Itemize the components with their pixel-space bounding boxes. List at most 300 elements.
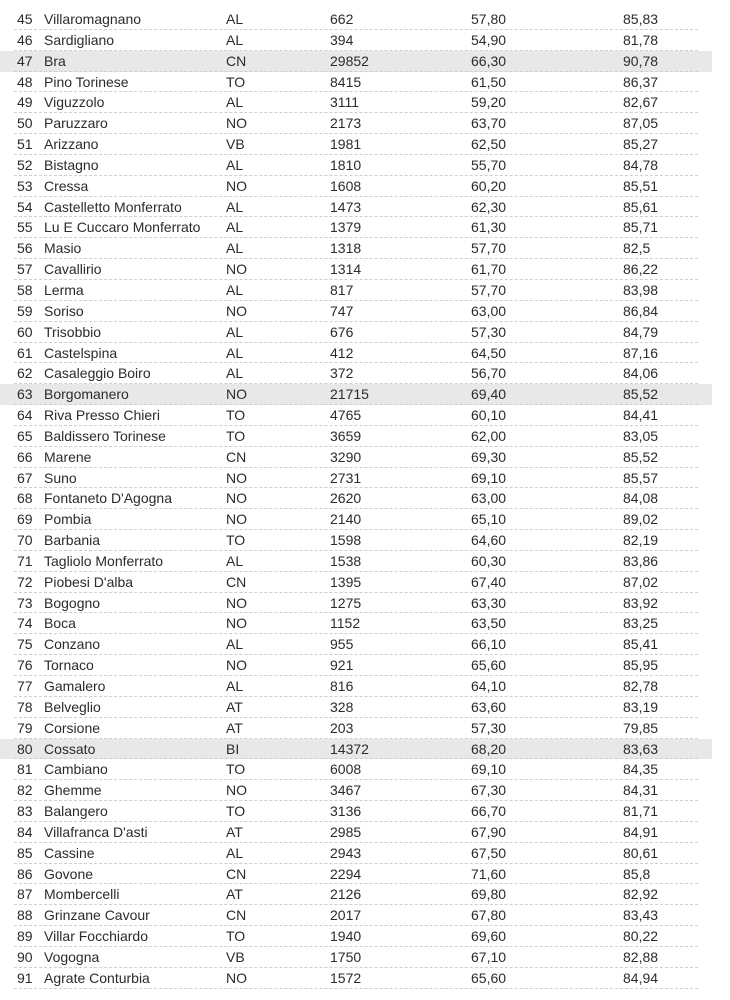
rank-cell: 49	[17, 94, 33, 111]
rank-cell: 68	[17, 490, 33, 507]
municipality-name-cell: Piobesi D'alba	[44, 573, 134, 590]
value-1-cell: 63,30	[471, 594, 507, 611]
population-cell: 2126	[330, 886, 362, 903]
population-cell: 203	[330, 719, 354, 736]
municipality-name-cell: Pombia	[44, 511, 92, 528]
rank-cell: 50	[17, 115, 33, 132]
province-cell: TO	[226, 407, 246, 424]
value-2-cell: 85,52	[623, 448, 659, 465]
province-cell: AL	[226, 156, 244, 173]
value-2-cell: 85,83	[623, 11, 659, 27]
rank-cell: 87	[17, 886, 33, 903]
province-cell: AL	[226, 344, 244, 361]
value-1-cell: 62,30	[471, 198, 507, 215]
table-row	[0, 905, 712, 926]
rank-cell: 55	[17, 219, 33, 236]
rank-cell: 63	[17, 386, 33, 403]
province-cell: CN	[226, 448, 247, 465]
municipality-name-cell: Bra	[44, 52, 66, 69]
table-row	[0, 488, 712, 509]
rank-cell: 64	[17, 407, 33, 424]
table-row	[0, 655, 712, 676]
value-2-cell: 82,88	[623, 948, 659, 965]
value-1-cell: 69,30	[471, 448, 507, 465]
province-cell: NO	[226, 615, 247, 632]
population-cell: 747	[330, 302, 354, 319]
table-row	[0, 405, 712, 426]
value-2-cell: 83,86	[623, 552, 659, 569]
table-row	[0, 238, 712, 259]
value-1-cell: 55,70	[471, 156, 507, 173]
value-2-cell: 84,91	[623, 823, 659, 840]
table-row	[0, 363, 712, 384]
rank-cell: 57	[17, 261, 33, 278]
table-row	[0, 509, 712, 530]
province-cell: CN	[226, 52, 247, 69]
province-cell: AL	[226, 844, 244, 861]
value-2-cell: 83,98	[623, 281, 659, 298]
province-cell: AL	[226, 323, 244, 340]
value-2-cell: 84,94	[623, 969, 659, 986]
municipality-name-cell: Suno	[44, 469, 77, 486]
municipality-name-cell: Marene	[44, 448, 92, 465]
table-row	[0, 280, 712, 301]
rank-cell: 69	[17, 511, 33, 528]
value-1-cell: 64,10	[471, 678, 507, 694]
value-1-cell: 69,40	[471, 386, 507, 403]
population-cell: 921	[330, 657, 354, 674]
table-row	[0, 947, 712, 968]
value-2-cell: 83,43	[623, 907, 659, 924]
province-cell: TO	[226, 928, 246, 945]
population-cell: 1750	[330, 948, 362, 965]
population-cell: 1538	[330, 552, 362, 569]
table-row	[0, 634, 712, 655]
municipality-name-cell: Barbania	[44, 532, 101, 549]
value-2-cell: 80,22	[623, 928, 659, 945]
population-cell: 816	[330, 678, 354, 694]
population-cell: 2140	[330, 511, 362, 528]
population-cell: 394	[330, 31, 354, 48]
value-1-cell: 57,30	[471, 719, 507, 736]
value-2-cell: 80,61	[623, 844, 659, 861]
rank-cell: 59	[17, 302, 33, 319]
rank-cell: 71	[17, 552, 33, 569]
value-2-cell: 84,78	[623, 156, 659, 173]
province-cell: AT	[226, 886, 243, 903]
province-cell: TO	[226, 761, 246, 778]
value-1-cell: 67,10	[471, 948, 507, 965]
population-cell: 1940	[330, 928, 362, 945]
value-1-cell: 62,50	[471, 136, 507, 153]
rank-cell: 45	[17, 11, 33, 27]
table-row	[0, 697, 712, 718]
value-2-cell: 90,78	[623, 52, 659, 69]
value-1-cell: 64,50	[471, 344, 507, 361]
rank-cell: 88	[17, 907, 33, 924]
population-cell: 6008	[330, 761, 362, 778]
value-2-cell: 86,37	[623, 73, 659, 90]
municipality-name-cell: Paruzzaro	[44, 115, 108, 132]
value-2-cell: 85,57	[623, 469, 659, 486]
municipality-name-cell: Villaromagnano	[44, 11, 142, 27]
province-cell: AL	[226, 365, 244, 382]
value-2-cell: 85,51	[623, 177, 659, 194]
province-cell: NO	[226, 115, 247, 132]
population-cell: 1318	[330, 240, 362, 257]
population-cell: 1598	[330, 532, 362, 549]
table-row	[0, 447, 712, 468]
value-1-cell: 69,10	[471, 761, 507, 778]
rank-cell: 85	[17, 844, 33, 861]
rank-cell: 72	[17, 573, 33, 590]
rank-cell: 62	[17, 365, 33, 382]
table-row	[0, 884, 712, 905]
municipality-name-cell: Pino Torinese	[44, 73, 129, 90]
table-row	[0, 155, 712, 176]
table-row	[0, 134, 712, 155]
value-1-cell: 66,70	[471, 803, 507, 820]
municipality-name-cell: Lu E Cuccaro Monferrato	[44, 219, 201, 236]
value-1-cell: 69,10	[471, 469, 507, 486]
population-cell: 412	[330, 344, 354, 361]
value-2-cell: 84,41	[623, 407, 659, 424]
population-cell: 4765	[330, 407, 362, 424]
value-1-cell: 64,60	[471, 532, 507, 549]
municipality-name-cell: Vogogna	[44, 948, 100, 965]
rank-cell: 53	[17, 177, 33, 194]
province-cell: AT	[226, 719, 243, 736]
value-2-cell: 89,02	[623, 511, 659, 528]
population-cell: 372	[330, 365, 354, 382]
value-1-cell: 67,30	[471, 782, 507, 799]
municipality-name-cell: Tagliolo Monferrato	[44, 552, 164, 569]
rank-cell: 61	[17, 344, 33, 361]
value-2-cell: 81,71	[623, 803, 659, 820]
value-2-cell: 87,02	[623, 573, 659, 590]
rank-cell: 74	[17, 615, 33, 632]
value-1-cell: 60,30	[471, 552, 507, 569]
rank-cell: 81	[17, 761, 33, 778]
population-cell: 2943	[330, 844, 362, 861]
province-cell: NO	[226, 657, 247, 674]
province-cell: NO	[226, 386, 247, 403]
province-cell: NO	[226, 969, 247, 986]
value-2-cell: 82,92	[623, 886, 659, 903]
rank-cell: 80	[17, 740, 33, 757]
value-1-cell: 60,20	[471, 177, 507, 194]
province-cell: VB	[226, 948, 245, 965]
province-cell: NO	[226, 511, 247, 528]
population-cell: 2731	[330, 469, 362, 486]
municipality-name-cell: Ghemme	[44, 782, 102, 799]
rank-cell: 75	[17, 636, 33, 653]
province-cell: AL	[226, 198, 244, 215]
value-1-cell: 63,70	[471, 115, 507, 132]
value-1-cell: 54,90	[471, 31, 507, 48]
value-1-cell: 63,00	[471, 302, 507, 319]
value-1-cell: 62,00	[471, 427, 507, 444]
table-row	[0, 739, 712, 760]
value-1-cell: 67,40	[471, 573, 507, 590]
table-row	[0, 822, 712, 843]
table-row	[0, 217, 712, 238]
value-2-cell: 82,78	[623, 678, 659, 694]
table-row	[0, 780, 712, 801]
population-cell: 955	[330, 636, 354, 653]
value-1-cell: 61,70	[471, 261, 507, 278]
value-2-cell: 87,16	[623, 344, 659, 361]
population-cell: 817	[330, 281, 354, 298]
province-cell: CN	[226, 865, 247, 882]
value-1-cell: 57,70	[471, 240, 507, 257]
table-row	[0, 676, 712, 697]
value-2-cell: 83,63	[623, 740, 659, 757]
population-cell: 1152	[330, 615, 361, 632]
municipality-name-cell: Grinzane Cavour	[44, 907, 150, 924]
province-cell: NO	[226, 302, 247, 319]
municipality-name-cell: Belveglio	[44, 698, 101, 715]
rank-cell: 84	[17, 823, 33, 840]
table-row	[0, 926, 712, 947]
municipality-name-cell: Cavallirio	[44, 261, 102, 278]
municipality-name-cell: Castelspina	[44, 344, 118, 361]
population-cell: 2294	[330, 865, 362, 882]
population-cell: 29852	[330, 52, 369, 69]
value-1-cell: 61,30	[471, 219, 507, 236]
value-1-cell: 66,10	[471, 636, 507, 653]
municipality-name-cell: Soriso	[44, 302, 84, 319]
municipality-name-cell: Cassine	[44, 844, 95, 861]
population-cell: 1473	[330, 198, 362, 215]
population-cell: 3659	[330, 427, 362, 444]
rank-cell: 56	[17, 240, 33, 257]
municipality-name-cell: Cossato	[44, 740, 96, 757]
rank-cell: 66	[17, 448, 33, 465]
table-row	[0, 301, 712, 322]
table-row	[0, 968, 712, 989]
municipality-name-cell: Lerma	[44, 281, 84, 298]
value-2-cell: 83,92	[623, 594, 659, 611]
table-row	[0, 530, 712, 551]
population-cell: 1314	[330, 261, 362, 278]
municipality-name-cell: Trisobbio	[44, 323, 102, 340]
value-1-cell: 68,20	[471, 740, 507, 757]
table-row	[0, 801, 712, 822]
rank-cell: 77	[17, 678, 33, 694]
rank-cell: 89	[17, 928, 33, 945]
rank-cell: 79	[17, 719, 33, 736]
value-2-cell: 84,06	[623, 365, 659, 382]
province-cell: TO	[226, 427, 246, 444]
rank-cell: 82	[17, 782, 33, 799]
province-cell: NO	[226, 782, 247, 799]
value-1-cell: 67,50	[471, 844, 507, 861]
population-cell: 3111	[330, 94, 360, 111]
province-cell: NO	[226, 261, 247, 278]
province-cell: BI	[226, 740, 240, 757]
table-row	[0, 468, 712, 489]
value-2-cell: 79,85	[623, 719, 659, 736]
value-1-cell: 65,10	[471, 511, 507, 528]
table-row	[0, 322, 712, 343]
value-2-cell: 84,31	[623, 782, 659, 799]
population-cell: 8415	[330, 73, 362, 90]
table-row	[0, 92, 712, 113]
population-cell: 1379	[330, 219, 362, 236]
municipality-name-cell: Bistagno	[44, 156, 99, 173]
population-cell: 1981	[330, 136, 362, 153]
rank-cell: 67	[17, 469, 33, 486]
value-2-cell: 81,78	[623, 31, 659, 48]
value-2-cell: 85,95	[623, 657, 659, 674]
table-row	[0, 51, 712, 72]
municipality-name-cell: Villar Focchiardo	[44, 928, 149, 945]
province-cell: AL	[226, 678, 244, 694]
table-row	[0, 613, 712, 634]
table-row	[0, 343, 712, 364]
municipality-name-cell: Corsione	[44, 719, 101, 736]
value-1-cell: 61,50	[471, 73, 507, 90]
municipality-name-cell: Boca	[44, 615, 76, 632]
table-row	[0, 72, 712, 93]
value-2-cell: 84,79	[623, 323, 659, 340]
table-row	[0, 30, 712, 51]
rank-cell: 73	[17, 594, 33, 611]
population-cell: 3136	[330, 803, 362, 820]
value-1-cell: 67,80	[471, 907, 507, 924]
province-cell: NO	[226, 177, 247, 194]
value-1-cell: 65,60	[471, 969, 507, 986]
population-cell: 2620	[330, 490, 362, 507]
table-row	[0, 259, 712, 280]
province-cell: AT	[226, 698, 243, 715]
value-1-cell: 63,00	[471, 490, 507, 507]
municipality-name-cell: Arizzano	[44, 136, 99, 153]
population-cell: 14372	[330, 740, 369, 757]
province-cell: NO	[226, 490, 247, 507]
population-cell: 2173	[330, 115, 362, 132]
province-cell: AL	[226, 94, 244, 111]
value-2-cell: 87,05	[623, 115, 659, 132]
rank-cell: 78	[17, 698, 33, 715]
rank-cell: 48	[17, 73, 33, 90]
value-2-cell: 85,27	[623, 136, 659, 153]
value-2-cell: 85,71	[623, 219, 659, 236]
province-cell: CN	[226, 907, 247, 924]
table-row	[0, 176, 712, 197]
province-cell: AL	[226, 281, 244, 298]
municipality-name-cell: Cressa	[44, 177, 89, 194]
table-row	[0, 197, 712, 218]
municipality-name-cell: Conzano	[44, 636, 101, 653]
value-2-cell: 85,61	[623, 198, 659, 215]
province-cell: AL	[226, 240, 244, 257]
value-2-cell: 85,52	[623, 386, 659, 403]
population-cell: 328	[330, 698, 354, 715]
value-1-cell: 69,60	[471, 928, 507, 945]
table-row	[0, 551, 712, 572]
municipality-name-cell: Baldissero Torinese	[44, 427, 166, 444]
population-cell: 3467	[330, 782, 362, 799]
value-2-cell: 86,84	[623, 302, 659, 319]
value-1-cell: 67,90	[471, 823, 507, 840]
rank-cell: 91	[17, 969, 33, 986]
value-1-cell: 66,30	[471, 52, 507, 69]
value-2-cell: 86,22	[623, 261, 659, 278]
population-cell: 21715	[330, 386, 369, 403]
value-2-cell: 85,41	[623, 636, 659, 653]
municipality-name-cell: Casaleggio Boiro	[44, 365, 151, 382]
municipality-name-cell: Gamalero	[44, 678, 106, 694]
province-cell: NO	[226, 594, 247, 611]
province-cell: AL	[226, 636, 244, 653]
value-2-cell: 83,05	[623, 427, 659, 444]
value-1-cell: 57,70	[471, 281, 507, 298]
population-cell: 676	[330, 323, 354, 340]
rank-cell: 86	[17, 865, 33, 882]
value-2-cell: 82,67	[623, 94, 659, 111]
province-cell: CN	[226, 573, 247, 590]
value-1-cell: 71,60	[471, 865, 507, 882]
municipality-name-cell: Sardigliano	[44, 31, 115, 48]
value-2-cell: 84,08	[623, 490, 659, 507]
table-row	[0, 864, 712, 885]
municipality-name-cell: Castelletto Monferrato	[44, 198, 182, 215]
province-cell: VB	[226, 136, 245, 153]
rank-cell: 60	[17, 323, 33, 340]
municipality-name-cell: Mombercelli	[44, 886, 120, 903]
province-cell: TO	[226, 532, 246, 549]
province-cell: TO	[226, 73, 246, 90]
value-2-cell: 82,19	[623, 532, 659, 549]
value-1-cell: 63,60	[471, 698, 507, 715]
population-cell: 1395	[330, 573, 362, 590]
value-1-cell: 69,80	[471, 886, 507, 903]
municipality-name-cell: Viguzzolo	[44, 94, 105, 111]
municipality-name-cell: Riva Presso Chieri	[44, 407, 160, 424]
population-cell: 1275	[330, 594, 362, 611]
municipality-name-cell: Balangero	[44, 803, 108, 820]
rank-cell: 83	[17, 803, 33, 820]
table-row	[0, 113, 712, 134]
value-1-cell: 60,10	[471, 407, 507, 424]
municipality-name-cell: Agrate Conturbia	[44, 969, 150, 986]
rank-cell: 52	[17, 156, 33, 173]
rank-cell: 54	[17, 198, 33, 215]
value-2-cell: 85,8	[623, 865, 651, 882]
province-cell: TO	[226, 803, 246, 820]
municipality-name-cell: Govone	[44, 865, 94, 882]
rank-cell: 47	[17, 52, 33, 69]
province-cell: AL	[226, 219, 244, 236]
population-cell: 2985	[330, 823, 362, 840]
table-row	[0, 426, 712, 447]
value-2-cell: 83,25	[623, 615, 659, 632]
rank-cell: 58	[17, 281, 33, 298]
rank-cell: 90	[17, 948, 33, 965]
rank-cell: 65	[17, 427, 33, 444]
value-1-cell: 57,30	[471, 323, 507, 340]
rank-cell: 46	[17, 31, 33, 48]
value-1-cell: 56,70	[471, 365, 507, 382]
municipality-name-cell: Masio	[44, 240, 82, 257]
population-cell: 3290	[330, 448, 362, 465]
rank-cell: 51	[17, 136, 33, 153]
value-2-cell: 83,19	[623, 698, 659, 715]
value-1-cell: 59,20	[471, 94, 507, 111]
table-row	[0, 718, 712, 739]
